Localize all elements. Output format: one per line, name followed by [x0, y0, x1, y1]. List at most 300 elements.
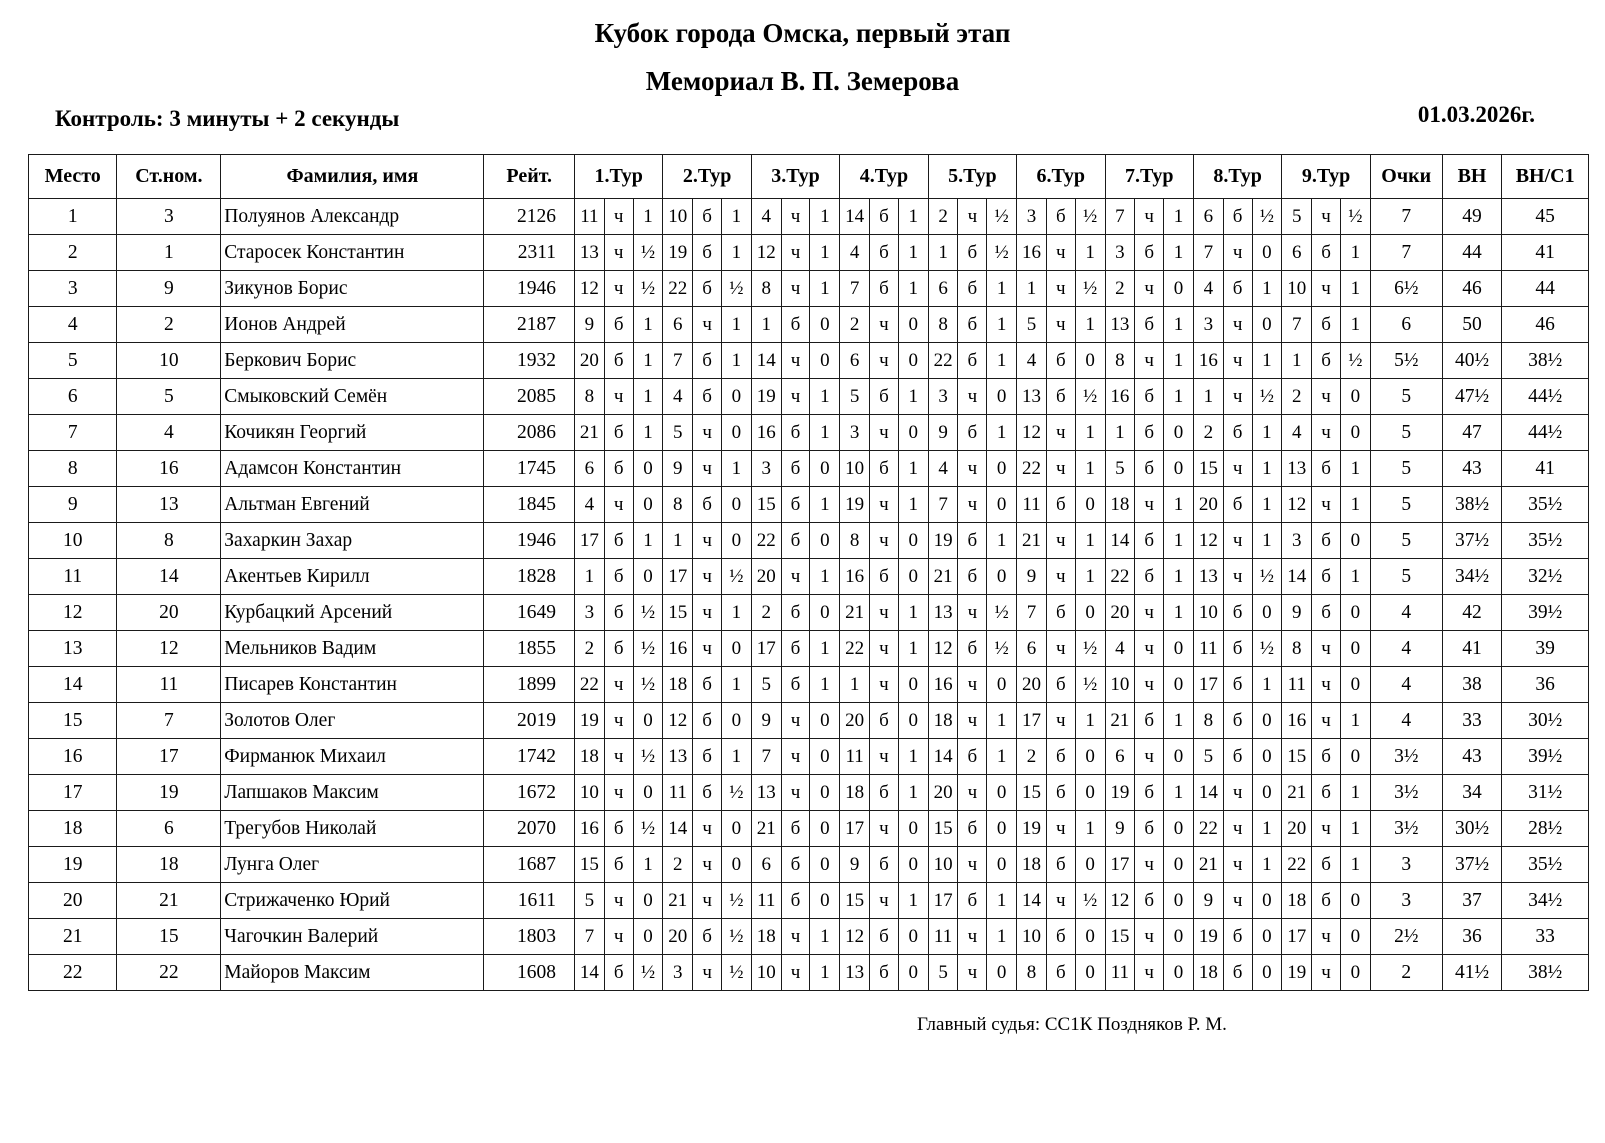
table-row: [29, 919, 1589, 955]
cell-color: ч: [781, 775, 810, 811]
cell-points: 5: [1370, 559, 1442, 595]
table-row: [29, 415, 1589, 451]
cell-color: ч: [1135, 631, 1164, 667]
cell-opponent: 14: [574, 955, 604, 991]
cell-color: ч: [1312, 487, 1341, 523]
cell-opponent: 4: [1105, 631, 1135, 667]
cell-result: 0: [1075, 919, 1105, 955]
cell-result: 1: [1075, 415, 1105, 451]
table-row: [29, 271, 1589, 307]
cell-color: ч: [870, 307, 899, 343]
cell-opponent: 19: [1193, 919, 1223, 955]
cell-result: 0: [898, 919, 928, 955]
cell-result: 0: [1252, 703, 1282, 739]
cell-opponent: 2: [1282, 379, 1312, 415]
tournament-subtitle: Мемориал В. П. Земерова: [645, 66, 960, 96]
cell-result: 0: [721, 523, 751, 559]
cell-opponent: 17: [574, 523, 604, 559]
cell-opponent: 21: [574, 415, 604, 451]
cell-bh-c1: 46: [1502, 307, 1589, 343]
cell-place: 20: [29, 883, 117, 919]
cell-opponent: 7: [751, 739, 781, 775]
cell-opponent: 4: [1017, 343, 1047, 379]
cell-bh: 34: [1442, 775, 1502, 811]
cell-opponent: 21: [928, 559, 958, 595]
cell-points: 5: [1370, 487, 1442, 523]
cell-opponent: 22: [1017, 451, 1047, 487]
cell-result: 1: [1075, 703, 1105, 739]
cell-opponent: 9: [1017, 559, 1047, 595]
cell-opponent: 16: [574, 811, 604, 847]
cell-rating: 1932: [484, 343, 574, 379]
cell-opponent: 8: [574, 379, 604, 415]
cell-opponent: 16: [663, 631, 693, 667]
cell-name: Майоров Максим: [221, 955, 484, 991]
cell-opponent: 4: [1282, 415, 1312, 451]
cell-result: 0: [810, 811, 840, 847]
cell-color: ч: [604, 883, 633, 919]
cell-name: Писарев Константин: [221, 667, 484, 703]
cell-name: Альтман Евгений: [221, 487, 484, 523]
cell-color: ч: [1046, 307, 1075, 343]
cell-opponent: 15: [574, 847, 604, 883]
cell-opponent: 1: [574, 559, 604, 595]
cell-color: б: [958, 523, 987, 559]
cell-color: ч: [1223, 523, 1252, 559]
cell-result: 0: [721, 631, 751, 667]
cell-result: 0: [1252, 919, 1282, 955]
cell-opponent: 11: [1017, 487, 1047, 523]
cell-opponent: 15: [751, 487, 781, 523]
cell-result: 1: [898, 883, 928, 919]
cell-place: 7: [29, 415, 117, 451]
cell-color: б: [1223, 415, 1252, 451]
cell-color: ч: [604, 379, 633, 415]
cell-color: б: [1223, 955, 1252, 991]
cell-result: 0: [633, 883, 663, 919]
cell-result: 1: [1164, 595, 1194, 631]
col-header-round: 4.Тур: [840, 155, 928, 199]
cell-color: б: [1312, 739, 1341, 775]
cell-result: 0: [898, 955, 928, 991]
col-header-start-number: Ст.ном.: [117, 155, 221, 199]
cell-opponent: 2: [663, 847, 693, 883]
cell-opponent: 3: [574, 595, 604, 631]
cell-start-number: 16: [117, 451, 221, 487]
cell-result: 1: [810, 919, 840, 955]
cell-bh-c1: 31½: [1502, 775, 1589, 811]
cell-opponent: 3: [840, 415, 870, 451]
cell-opponent: 2: [1017, 739, 1047, 775]
cell-points: 2½: [1370, 919, 1442, 955]
cell-opponent: 22: [1105, 559, 1135, 595]
cell-opponent: 1: [928, 235, 958, 271]
cell-color: ч: [604, 919, 633, 955]
table-row: [29, 883, 1589, 919]
col-header-round: 8.Тур: [1193, 155, 1281, 199]
cell-place: 11: [29, 559, 117, 595]
cell-result: 1: [721, 235, 751, 271]
cell-rating: 1608: [484, 955, 574, 991]
cell-opponent: 18: [751, 919, 781, 955]
cell-opponent: 20: [840, 703, 870, 739]
cell-points: 3½: [1370, 775, 1442, 811]
cell-bh-c1: 44: [1502, 271, 1589, 307]
cell-result: 0: [1340, 415, 1370, 451]
cell-color: ч: [693, 451, 722, 487]
cell-color: ч: [870, 739, 899, 775]
cell-start-number: 11: [117, 667, 221, 703]
table-row: [29, 199, 1589, 235]
cell-bh: 47: [1442, 415, 1502, 451]
cell-opponent: 7: [840, 271, 870, 307]
cell-color: ч: [781, 271, 810, 307]
cell-bh-c1: 44½: [1502, 379, 1589, 415]
cell-result: 1: [633, 343, 663, 379]
cell-opponent: 1: [663, 523, 693, 559]
cell-color: ч: [958, 595, 987, 631]
cell-opponent: 20: [1017, 667, 1047, 703]
cell-result: 0: [1164, 919, 1194, 955]
cell-color: б: [1312, 451, 1341, 487]
cell-place: 21: [29, 919, 117, 955]
cell-result: ½: [633, 235, 663, 271]
cell-opponent: 22: [751, 523, 781, 559]
cell-opponent: 10: [840, 451, 870, 487]
cell-opponent: 22: [928, 343, 958, 379]
cell-color: б: [1046, 199, 1075, 235]
cell-opponent: 20: [1193, 487, 1223, 523]
cell-color: ч: [958, 487, 987, 523]
cell-result: 1: [1075, 523, 1105, 559]
cell-color: ч: [958, 919, 987, 955]
cell-opponent: 14: [751, 343, 781, 379]
cell-result: 1: [1164, 343, 1194, 379]
cell-result: 0: [1252, 739, 1282, 775]
cell-opponent: 12: [1017, 415, 1047, 451]
cell-result: 1: [1340, 487, 1370, 523]
cell-color: б: [958, 235, 987, 271]
cell-bh: 37½: [1442, 523, 1502, 559]
cell-color: ч: [1312, 811, 1341, 847]
cell-result: 1: [898, 775, 928, 811]
cell-opponent: 11: [663, 775, 693, 811]
cell-start-number: 12: [117, 631, 221, 667]
cell-bh: 36: [1442, 919, 1502, 955]
cell-result: 1: [1252, 667, 1282, 703]
cell-result: 1: [721, 199, 751, 235]
cell-opponent: 16: [751, 415, 781, 451]
cell-result: 1: [898, 199, 928, 235]
cell-color: ч: [1135, 667, 1164, 703]
cell-color: ч: [1135, 847, 1164, 883]
table-row: [29, 235, 1589, 271]
cell-bh-c1: 45: [1502, 199, 1589, 235]
cell-opponent: 8: [928, 307, 958, 343]
cell-result: 1: [1164, 199, 1194, 235]
cell-color: б: [781, 667, 810, 703]
cell-opponent: 11: [840, 739, 870, 775]
cell-opponent: 21: [1105, 703, 1135, 739]
cell-opponent: 4: [663, 379, 693, 415]
results-table: [28, 154, 1589, 991]
cell-points: 2: [1370, 955, 1442, 991]
cell-bh-c1: 36: [1502, 667, 1589, 703]
cell-color: б: [1223, 739, 1252, 775]
cell-opponent: 7: [928, 487, 958, 523]
cell-opponent: 15: [663, 595, 693, 631]
cell-opponent: 6: [1193, 199, 1223, 235]
col-header-round: 3.Тур: [751, 155, 839, 199]
cell-name: Курбацкий Арсений: [221, 595, 484, 631]
table-row: [29, 775, 1589, 811]
cell-result: 0: [810, 775, 840, 811]
cell-result: 1: [810, 379, 840, 415]
cell-result: 1: [721, 451, 751, 487]
cell-result: 0: [1340, 595, 1370, 631]
cell-rating: 1855: [484, 631, 574, 667]
cell-result: 1: [1252, 811, 1282, 847]
cell-opponent: 20: [574, 343, 604, 379]
cell-bh-c1: 39: [1502, 631, 1589, 667]
cell-opponent: 13: [1105, 307, 1135, 343]
cell-color: ч: [958, 199, 987, 235]
cell-color: б: [1223, 595, 1252, 631]
cell-name: Мельников Вадим: [221, 631, 484, 667]
cell-opponent: 9: [751, 703, 781, 739]
cell-result: 0: [987, 847, 1017, 883]
cell-name: Старосек Константин: [221, 235, 484, 271]
cell-opponent: 19: [1017, 811, 1047, 847]
cell-result: 0: [1164, 847, 1194, 883]
cell-opponent: 4: [574, 487, 604, 523]
cell-opponent: 20: [1282, 811, 1312, 847]
cell-color: ч: [781, 703, 810, 739]
cell-color: б: [870, 847, 899, 883]
cell-opponent: 13: [574, 235, 604, 271]
cell-result: ½: [633, 631, 663, 667]
cell-bh: 38: [1442, 667, 1502, 703]
cell-color: ч: [1046, 235, 1075, 271]
results-body: [29, 199, 1589, 991]
cell-name: Беркович Борис: [221, 343, 484, 379]
cell-points: 4: [1370, 631, 1442, 667]
cell-color: ч: [1135, 343, 1164, 379]
cell-result: 1: [810, 955, 840, 991]
cell-name: Акентьев Кирилл: [221, 559, 484, 595]
cell-result: 1: [1164, 523, 1194, 559]
cell-result: ½: [987, 631, 1017, 667]
cell-color: ч: [870, 667, 899, 703]
cell-result: 1: [810, 271, 840, 307]
cell-rating: 1611: [484, 883, 574, 919]
cell-result: 1: [1252, 343, 1282, 379]
cell-opponent: 12: [1193, 523, 1223, 559]
cell-opponent: 17: [928, 883, 958, 919]
cell-result: 0: [1340, 919, 1370, 955]
col-header-round: 5.Тур: [928, 155, 1016, 199]
cell-result: 0: [898, 343, 928, 379]
cell-opponent: 2: [574, 631, 604, 667]
cell-opponent: 11: [1282, 667, 1312, 703]
cell-opponent: 18: [1193, 955, 1223, 991]
cell-color: б: [958, 415, 987, 451]
cell-color: ч: [1135, 739, 1164, 775]
cell-color: ч: [1223, 235, 1252, 271]
cell-color: ч: [1046, 703, 1075, 739]
cell-opponent: 21: [840, 595, 870, 631]
cell-opponent: 6: [751, 847, 781, 883]
cell-result: 0: [633, 775, 663, 811]
cell-opponent: 14: [840, 199, 870, 235]
cell-opponent: 8: [1193, 703, 1223, 739]
cell-result: 0: [721, 847, 751, 883]
cell-color: ч: [604, 667, 633, 703]
cell-color: ч: [870, 883, 899, 919]
cell-bh-c1: 35½: [1502, 847, 1589, 883]
cell-opponent: 13: [840, 955, 870, 991]
cell-opponent: 19: [663, 235, 693, 271]
cell-result: 1: [987, 523, 1017, 559]
cell-opponent: 7: [1193, 235, 1223, 271]
cell-result: 1: [1340, 271, 1370, 307]
cell-rating: 1649: [484, 595, 574, 631]
cell-opponent: 8: [751, 271, 781, 307]
cell-place: 17: [29, 775, 117, 811]
cell-color: б: [1135, 811, 1164, 847]
cell-place: 5: [29, 343, 117, 379]
cell-name: Смыковский Семён: [221, 379, 484, 415]
cell-result: 0: [987, 559, 1017, 595]
cell-name: Зикунов Борис: [221, 271, 484, 307]
cell-color: б: [781, 631, 810, 667]
cell-color: ч: [1312, 703, 1341, 739]
cell-opponent: 14: [1105, 523, 1135, 559]
cell-color: б: [693, 379, 722, 415]
cell-name: Кочикян Георгий: [221, 415, 484, 451]
cell-color: ч: [693, 811, 722, 847]
cell-color: ч: [958, 379, 987, 415]
cell-result: 0: [1164, 451, 1194, 487]
cell-color: б: [870, 703, 899, 739]
cell-result: 0: [1164, 631, 1194, 667]
cell-color: ч: [781, 919, 810, 955]
cell-opponent: 14: [928, 739, 958, 775]
cell-opponent: 15: [1017, 775, 1047, 811]
cell-result: 0: [633, 559, 663, 595]
cell-color: ч: [604, 199, 633, 235]
cell-color: б: [604, 415, 633, 451]
cell-color: б: [693, 235, 722, 271]
cell-opponent: 17: [1193, 667, 1223, 703]
cell-result: 1: [721, 307, 751, 343]
cell-opponent: 16: [928, 667, 958, 703]
cell-result: 1: [987, 343, 1017, 379]
cell-bh: 40½: [1442, 343, 1502, 379]
cell-name: Золотов Олег: [221, 703, 484, 739]
cell-result: 0: [1340, 667, 1370, 703]
cell-color: б: [870, 379, 899, 415]
cell-opponent: 13: [663, 739, 693, 775]
cell-result: 0: [1340, 739, 1370, 775]
cell-color: ч: [1046, 271, 1075, 307]
cell-result: 0: [1252, 955, 1282, 991]
cell-color: б: [1312, 307, 1341, 343]
cell-opponent: 5: [840, 379, 870, 415]
cell-opponent: 22: [840, 631, 870, 667]
cell-color: б: [693, 199, 722, 235]
cell-color: б: [693, 919, 722, 955]
cell-opponent: 6: [1017, 631, 1047, 667]
cell-color: б: [1135, 451, 1164, 487]
cell-result: 0: [810, 343, 840, 379]
cell-bh-c1: 39½: [1502, 595, 1589, 631]
cell-rating: 2311: [484, 235, 574, 271]
cell-bh-c1: 32½: [1502, 559, 1589, 595]
cell-rating: 2085: [484, 379, 574, 415]
col-header-bh-c1: ВН/С1: [1502, 155, 1589, 199]
cell-result: 1: [1164, 307, 1194, 343]
cell-result: 1: [721, 667, 751, 703]
cell-color: ч: [1312, 955, 1341, 991]
cell-opponent: 18: [574, 739, 604, 775]
table-header-row: [29, 155, 1589, 199]
cell-color: б: [1312, 595, 1341, 631]
cell-name: Стрижаченко Юрий: [221, 883, 484, 919]
col-header-bh: ВН: [1442, 155, 1502, 199]
cell-opponent: 1: [1282, 343, 1312, 379]
cell-color: ч: [870, 487, 899, 523]
cell-opponent: 21: [1017, 523, 1047, 559]
cell-color: б: [693, 703, 722, 739]
cell-result: 0: [1252, 595, 1282, 631]
cell-result: 1: [633, 415, 663, 451]
cell-result: 1: [1340, 811, 1370, 847]
cell-place: 9: [29, 487, 117, 523]
cell-opponent: 6: [928, 271, 958, 307]
cell-result: 0: [1340, 883, 1370, 919]
cell-result: 1: [1164, 379, 1194, 415]
cell-opponent: 10: [663, 199, 693, 235]
cell-bh-c1: 44½: [1502, 415, 1589, 451]
cell-color: б: [958, 307, 987, 343]
cell-bh-c1: 35½: [1502, 487, 1589, 523]
cell-opponent: 2: [751, 595, 781, 631]
cell-result: 1: [1075, 559, 1105, 595]
cell-opponent: 18: [1105, 487, 1135, 523]
cell-color: ч: [693, 847, 722, 883]
cell-opponent: 13: [751, 775, 781, 811]
cell-result: 1: [1075, 307, 1105, 343]
cell-result: 1: [898, 451, 928, 487]
cell-color: б: [1135, 775, 1164, 811]
cell-start-number: 19: [117, 775, 221, 811]
cell-place: 8: [29, 451, 117, 487]
cell-color: б: [958, 739, 987, 775]
cell-start-number: 21: [117, 883, 221, 919]
cell-start-number: 10: [117, 343, 221, 379]
cell-start-number: 22: [117, 955, 221, 991]
cell-color: ч: [1223, 451, 1252, 487]
cell-opponent: 4: [928, 451, 958, 487]
cell-opponent: 20: [1105, 595, 1135, 631]
cell-color: ч: [781, 235, 810, 271]
cell-result: 0: [1164, 667, 1194, 703]
cell-color: ч: [1223, 883, 1252, 919]
cell-result: 1: [1075, 451, 1105, 487]
cell-bh-c1: 34½: [1502, 883, 1589, 919]
cell-rating: 1687: [484, 847, 574, 883]
